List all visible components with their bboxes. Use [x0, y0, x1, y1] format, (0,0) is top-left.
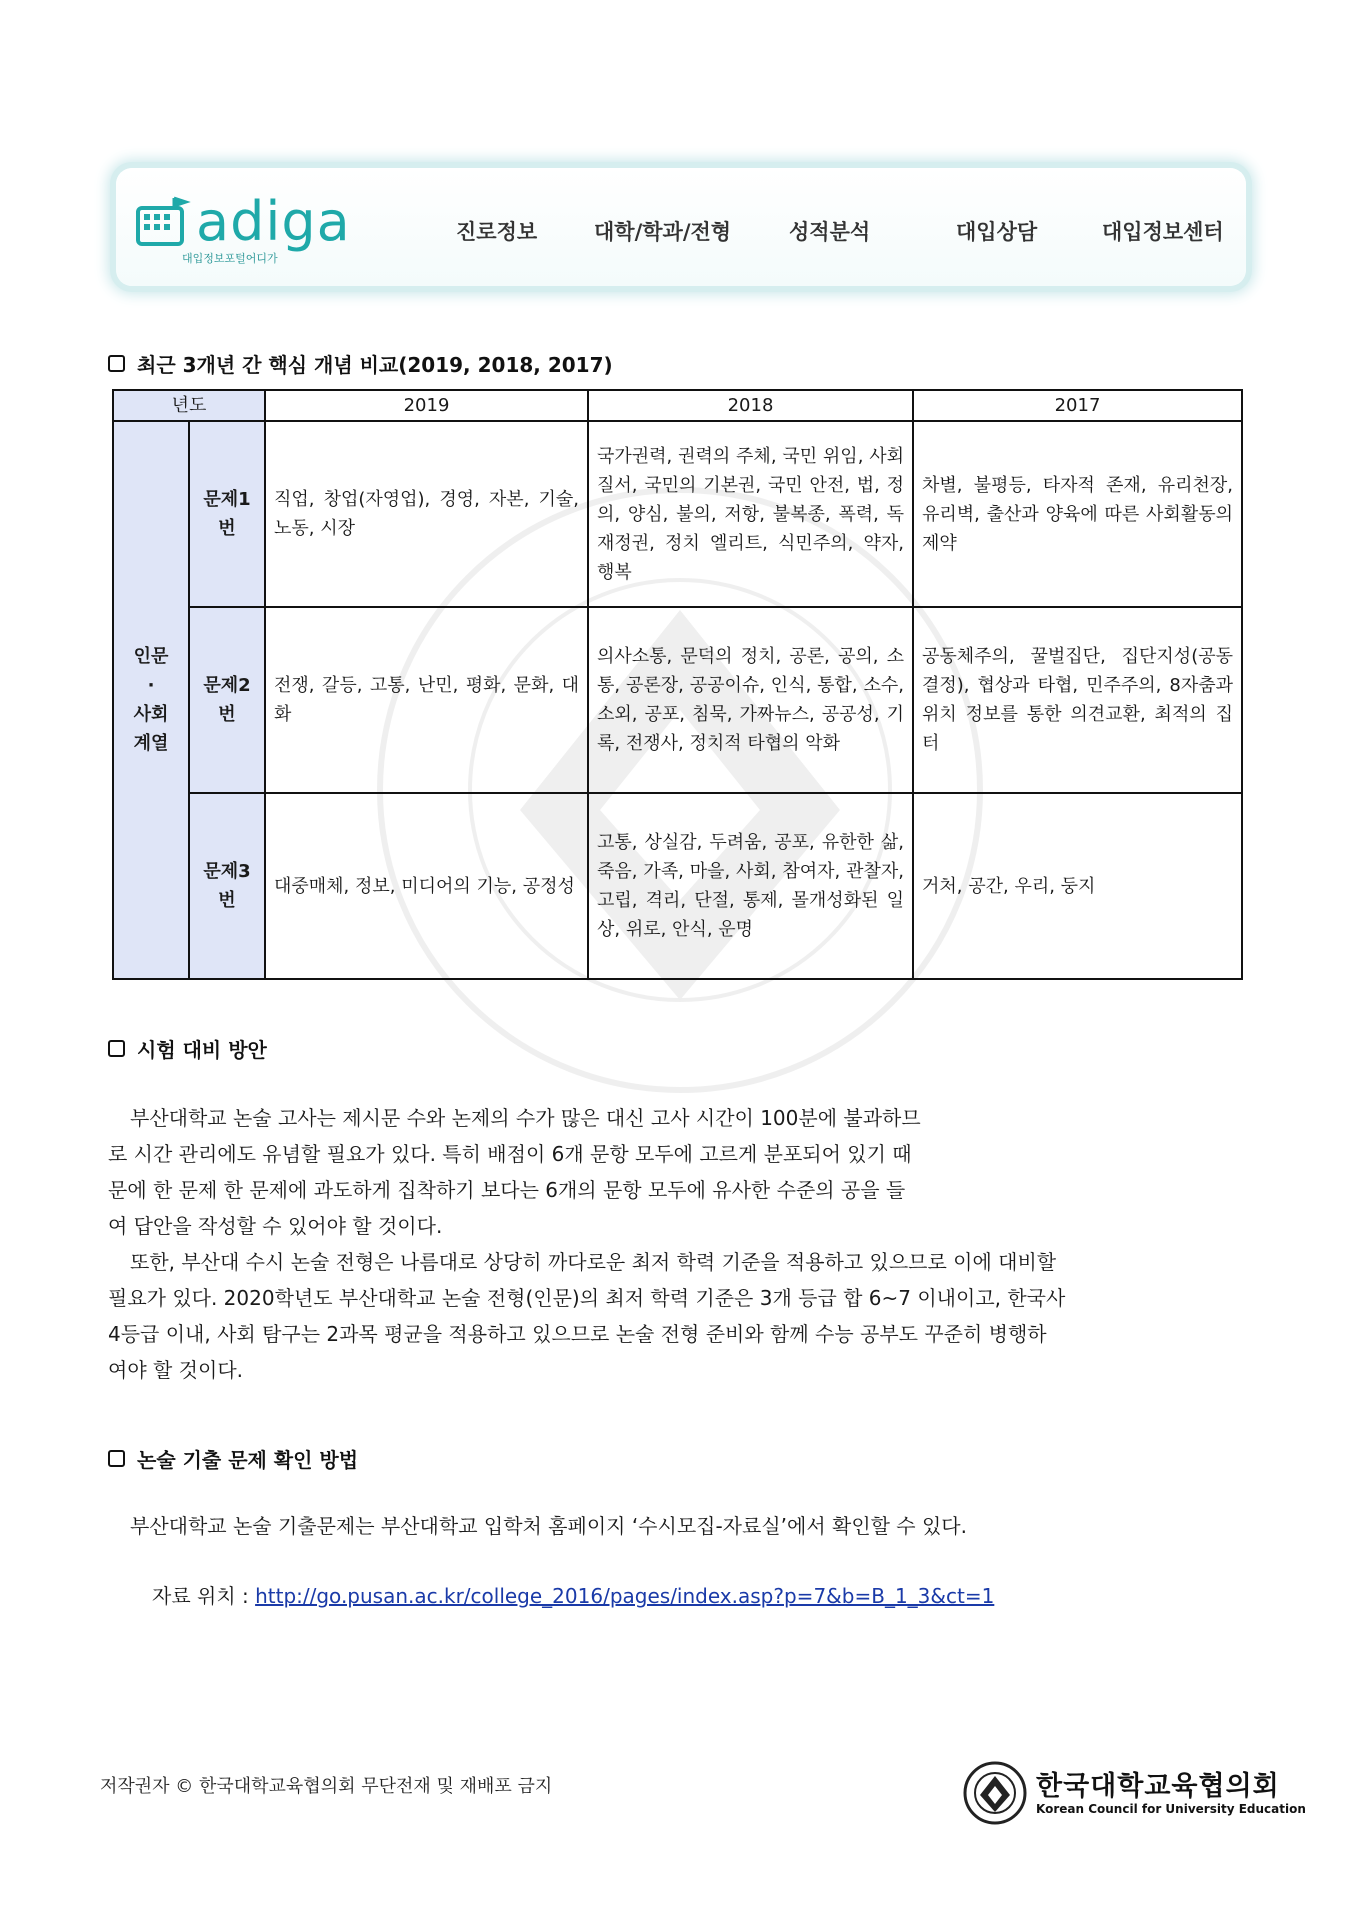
group-label-line: 사회 [133, 704, 169, 725]
kcue-name-en: Korean Council for University Education [1036, 1802, 1306, 1816]
group-label [113, 421, 189, 979]
section-heading-past-questions [108, 1444, 358, 1473]
text-line: 문에 한 문제 한 문제에 과도하게 집착하기 보다는 6개의 문항 모두에 유사한 수준의 공을 들 [108, 1178, 906, 1202]
header-banner [116, 168, 1246, 286]
cell-2017: 차별, 불평등, 타자적 존재, 유리천장, 유리벽, 출산과 양육에 따른 사회활동의 제약 [913, 421, 1242, 607]
group-label-line: 인문 [133, 646, 169, 667]
table-row [113, 793, 1242, 979]
question-suffix: 번 [218, 890, 236, 911]
cell-2017: 공동체주의, 꿀벌집단, 집단지성(공동 결정), 협상과 타협, 민주주의, 8자춤과 위치 정보를 통한 의견교환, 최적의 집터 [913, 607, 1242, 793]
cell-2019: 직업, 창업(자영업), 경영, 자본, 기술, 노동, 시장 [265, 421, 588, 607]
kcue-name-kr: 한국대학교육협의회 [1036, 1771, 1280, 1802]
header-2017: 2017 [913, 390, 1242, 421]
text-line: 여 답안을 작성할 수 있어야 할 것이다. [108, 1214, 443, 1238]
kcue-logo[interactable] [962, 1760, 1306, 1830]
checkbox-square-icon [108, 355, 125, 372]
text-line: 부산대학교 논술 고사는 제시문 수와 논제의 수가 많은 대신 고사 시간이 100분에 불과하므 [130, 1106, 921, 1130]
kcue-seal-icon [962, 1760, 1028, 1826]
section-heading-preparation [108, 1034, 267, 1063]
cell-2019: 전쟁, 갈등, 고통, 난민, 평화, 문화, 대화 [265, 607, 588, 793]
checkbox-square-icon [108, 1040, 125, 1057]
copyright-notice: 저작권자 © 한국대학교육협의회 무단전재 및 재배포 금지 [100, 1776, 553, 1797]
section-title: 시험 대비 방안 [137, 1038, 267, 1062]
header-2018: 2018 [588, 390, 913, 421]
section-heading-comparison [108, 349, 613, 378]
past-questions-paragraph: 부산대학교 논술 기출문제는 부산대학교 입학처 홈페이지 ‘수시모집-자료실’에서 확인할 수 있다. [130, 1514, 967, 1538]
question-number: 문제2 [203, 675, 251, 696]
question-label [189, 421, 265, 607]
nav-university[interactable]: 대학/학과/전형 [594, 220, 732, 244]
table-header-row [113, 390, 1242, 421]
nav-counseling[interactable]: 대입상담 [956, 220, 1038, 244]
question-number: 문제1 [203, 489, 251, 510]
nav-score-analysis[interactable]: 성적분석 [789, 220, 871, 244]
group-label-line: · [147, 675, 155, 696]
header-year-label: 년도 [113, 390, 265, 421]
table-row [113, 421, 1242, 607]
nav-info-center[interactable]: 대입정보센터 [1102, 220, 1224, 244]
header-2019: 2019 [265, 390, 588, 421]
table-row [113, 607, 1242, 793]
question-suffix: 번 [218, 518, 236, 539]
question-label [189, 793, 265, 979]
text-line: 필요가 있다. 2020학년도 부산대학교 논술 전형(인문)의 최저 학력 기준은 3개 등급 합 6~7 이내이고, 한국사 [108, 1286, 1066, 1310]
cell-2019: 대중매체, 정보, 미디어의 기능, 공정성 [265, 793, 588, 979]
checkbox-square-icon [108, 1450, 125, 1467]
question-suffix: 번 [218, 704, 236, 725]
section-title: 논술 기출 문제 확인 방법 [137, 1448, 359, 1472]
text-line: 여야 할 것이다. [108, 1358, 243, 1382]
question-number: 문제3 [203, 861, 251, 882]
logo-subtitle: 대입정보포털어디가 [182, 252, 278, 265]
group-label-line: 계열 [133, 733, 169, 754]
cell-2018: 국가권력, 권력의 주체, 국민 위임, 사회 질서, 국민의 기본권, 국민 안전, 법, 정의, 양심, 불의, 저항, 불복종, 폭력, 독재정권, 정치 엘리트, 식민주의, 약자, 행복 [588, 421, 913, 607]
text-line: 로 시간 관리에도 유념할 필요가 있다. 특히 배점이 6개 문항 모두에 고르게 분포되어 있기 때 [108, 1142, 912, 1166]
adiga-logo[interactable] [134, 190, 364, 270]
logo-wordmark: adiga [196, 190, 351, 253]
cell-2018: 고통, 상실감, 두려움, 공포, 유한한 삶, 죽음, 가족, 마을, 사회, 참여자, 관찰자, 고립, 격리, 단절, 통제, 몰개성화된 일상, 위로, 안식, 운명 [588, 793, 913, 979]
section-title: 최근 3개년 간 핵심 개념 비교(2019, 2018, 2017) [137, 353, 613, 377]
concept-comparison-table [112, 389, 1243, 980]
link-label: 자료 위치 : [152, 1584, 249, 1608]
pusan-archive-link[interactable]: http://go.pusan.ac.kr/college_2016/pages/index.asp?p=7&b=B_1_3&ct=1 [255, 1584, 995, 1608]
preparation-paragraph-1 [108, 1100, 1268, 1244]
preparation-paragraph-2 [108, 1244, 1268, 1388]
building-icon [134, 194, 192, 252]
nav-career[interactable]: 진로정보 [456, 220, 538, 244]
link-line [108, 1578, 1312, 1614]
cell-2018: 의사소통, 문덕의 정치, 공론, 공의, 소통, 공론장, 공공이슈, 인식, 통합, 소수, 소외, 공포, 침묵, 가짜뉴스, 공공성, 기록, 전쟁사, 정치적 타협의 악화 [588, 607, 913, 793]
text-line: 4등급 이내, 사회 탐구는 2과목 평균을 적용하고 있으므로 논술 전형 준비와 함께 수능 공부도 꾸준히 병행하 [108, 1322, 1047, 1346]
cell-2017: 거처, 공간, 우리, 둥지 [913, 793, 1242, 979]
question-label [189, 607, 265, 793]
text-line: 또한, 부산대 수시 논술 전형은 나름대로 상당히 까다로운 최저 학력 기준을 적용하고 있으므로 이에 대비할 [130, 1250, 1057, 1274]
